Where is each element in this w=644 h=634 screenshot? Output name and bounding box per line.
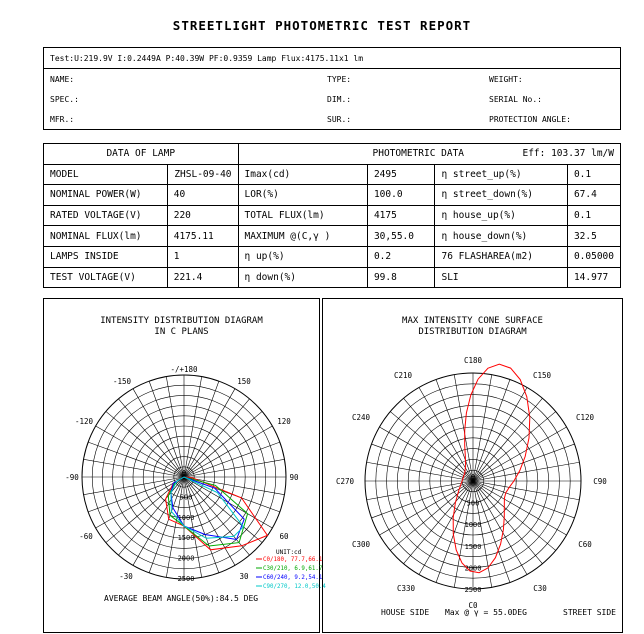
data-cell-value: 14.977 — [567, 267, 620, 288]
data-cell-label: NOMINAL FLUX(lm) — [44, 226, 168, 247]
data-cell-label: 76 FLASHAREA(m2) — [435, 246, 567, 267]
radial-label: 1000 — [177, 513, 195, 522]
data-cell-value: 0.1 — [567, 205, 620, 226]
report-title: STREETLIGHT PHOTOMETRIC TEST REPORT — [172, 18, 472, 33]
data-cell-value: 0.2 — [367, 246, 435, 267]
data-cell-label: MAXIMUM @(C,γ ) — [238, 226, 367, 247]
data-cell-label: η up(%) — [238, 246, 367, 267]
data-row — [44, 226, 621, 247]
plane-label: C30 — [533, 584, 547, 593]
data-row — [44, 246, 621, 267]
intensity-diagram-subtitle: IN C PLANS — [154, 327, 209, 337]
data-cell-value: 40 — [167, 185, 238, 206]
sur-label: SUR.: — [327, 114, 352, 124]
angle-label: -90 — [65, 473, 79, 482]
radial-label: 1500 — [464, 542, 482, 551]
data-cell-label: η house_up(%) — [435, 205, 567, 226]
angle-label: -60 — [79, 532, 93, 541]
center-label: 0 — [470, 473, 476, 481]
legend-entry: C30/210, 6.9,61.7 — [263, 566, 323, 572]
dim-label: DIM.: — [327, 94, 352, 104]
name-label: NAME: — [50, 74, 75, 84]
max-gamma-label: Max @ γ = 55.0DEG — [445, 608, 527, 617]
radial-label: 2000 — [177, 554, 195, 563]
data-cell-value: 2495 — [367, 164, 435, 185]
plane-label: C330 — [396, 584, 416, 593]
angle-label: -30 — [119, 572, 133, 581]
plane-label: C300 — [351, 540, 371, 549]
data-cell-label: MODEL — [44, 164, 168, 185]
cone-surface-panel — [322, 298, 623, 633]
data-cell-value: 100.0 — [367, 185, 435, 206]
photometric-data-header — [238, 144, 620, 165]
data-cell-label: TEST VOLTAGE(V) — [44, 267, 168, 288]
data-cell-value: 4175.11 — [167, 226, 238, 247]
data-cell-label: RATED VOLTAGE(V) — [44, 205, 168, 226]
data-cell-value: 0.1 — [567, 164, 620, 185]
series-c60-curve — [171, 477, 244, 543]
data-cell-value: 0.05000 — [567, 246, 620, 267]
angle-label: -/+180 — [170, 365, 198, 374]
legend-title: UNIT:cd — [276, 549, 302, 556]
data-row — [44, 185, 621, 206]
data-cell-label: SLI — [435, 267, 567, 288]
test-line: Test:U:219.9V I:0.2449A P:40.39W PF:0.9359 Lamp Flux:4175.11x1 lm — [44, 48, 621, 69]
radial-label: 1000 — [464, 521, 482, 530]
weight-label: WEIGHT: — [489, 74, 523, 84]
radial-label: 2000 — [464, 564, 482, 573]
legend-entry: C90/270, 12.0,50.4 — [263, 584, 326, 590]
plane-label: C210 — [393, 371, 413, 380]
data-cell-label: TOTAL FLUX(lm) — [238, 205, 367, 226]
angle-label: -120 — [74, 417, 94, 426]
radial-label: 500 — [179, 493, 193, 502]
angle-label: 30 — [239, 572, 249, 581]
data-row — [44, 164, 621, 185]
intensity-distribution-panel — [43, 298, 326, 633]
legend-entry: C60/240, 9.2,54.1 — [263, 575, 323, 581]
data-cell-label: η down(%) — [238, 267, 367, 288]
angle-label: 90 — [289, 473, 299, 482]
center-label: 0 — [181, 469, 187, 477]
data-cell-value: 1 — [167, 246, 238, 267]
radial-label: 2500 — [177, 575, 195, 583]
angle-label: 60 — [279, 532, 289, 541]
data-cell-label: NOMINAL POWER(W) — [44, 185, 168, 206]
cone-diagram-title: MAX INTENSITY CONE SURFACE — [402, 316, 543, 326]
cone-diagram-subtitle: DISTRIBUTION DIAGRAM — [418, 327, 527, 337]
type-label: TYPE: — [327, 74, 352, 84]
beam-angle-footer: AVERAGE BEAM ANGLE(50%):84.5 DEG — [104, 594, 259, 603]
data-cell-label: LOR(%) — [238, 185, 367, 206]
lamp-data-header: DATA OF LAMP — [44, 144, 239, 165]
plane-label: C270 — [335, 477, 355, 486]
plane-label: C240 — [351, 413, 371, 422]
cone-polar-chart — [323, 299, 622, 632]
angle-label: 120 — [277, 417, 291, 426]
data-cell-value: 4175 — [367, 205, 435, 226]
radial-label: 1500 — [177, 534, 195, 543]
plane-label: C150 — [532, 371, 552, 380]
data-cell-label: η house_down(%) — [435, 226, 567, 247]
data-cell-label: η street_down(%) — [435, 185, 567, 206]
data-table — [43, 143, 621, 288]
data-cell-value: 99.8 — [367, 267, 435, 288]
intensity-diagram-title: INTENSITY DISTRIBUTION DIAGRAM — [100, 316, 263, 326]
street-side-label: STREET SIDE — [563, 608, 616, 617]
angle-label: -150 — [112, 377, 132, 386]
intensity-polar-chart — [44, 299, 326, 632]
data-cell-value: 220 — [167, 205, 238, 226]
data-cell-label: η street_up(%) — [435, 164, 567, 185]
data-cell-label: LAMPS INSIDE — [44, 246, 168, 267]
mfr-label: MFR.: — [50, 114, 75, 124]
data-cell-value: 221.4 — [167, 267, 238, 288]
radial-label: 2500 — [464, 586, 482, 594]
plane-label: C120 — [575, 413, 595, 422]
info-table — [43, 47, 621, 130]
legend-entry: C0/180, 77.7,66.1 — [263, 557, 323, 563]
spec-label: SPEC.: — [50, 94, 79, 104]
plane-label: C180 — [463, 356, 483, 365]
plane-label: C0 — [468, 601, 478, 610]
data-cell-value: ZHSL-09-40 — [167, 164, 238, 185]
plane-label: C90 — [593, 477, 607, 486]
radial-label: 500 — [466, 499, 480, 508]
data-cell-value: 32.5 — [567, 226, 620, 247]
data-row — [44, 267, 621, 288]
angle-label: 150 — [237, 377, 251, 386]
photometric-title: PHOTOMETRIC DATA — [372, 148, 465, 160]
data-cell-value: 67.4 — [567, 185, 620, 206]
plane-label: C60 — [578, 540, 592, 549]
serial-label: SERIAL No.: — [489, 94, 542, 104]
data-cell-label: Imax(cd) — [238, 164, 367, 185]
efficiency-value: Eff: 103.37 lm/W — [522, 148, 614, 160]
house-side-label: HOUSE SIDE — [381, 608, 430, 617]
protection-label: PROTECTION ANGLE: — [489, 114, 571, 124]
data-cell-value: 30,55.0 — [367, 226, 435, 247]
data-row — [44, 205, 621, 226]
